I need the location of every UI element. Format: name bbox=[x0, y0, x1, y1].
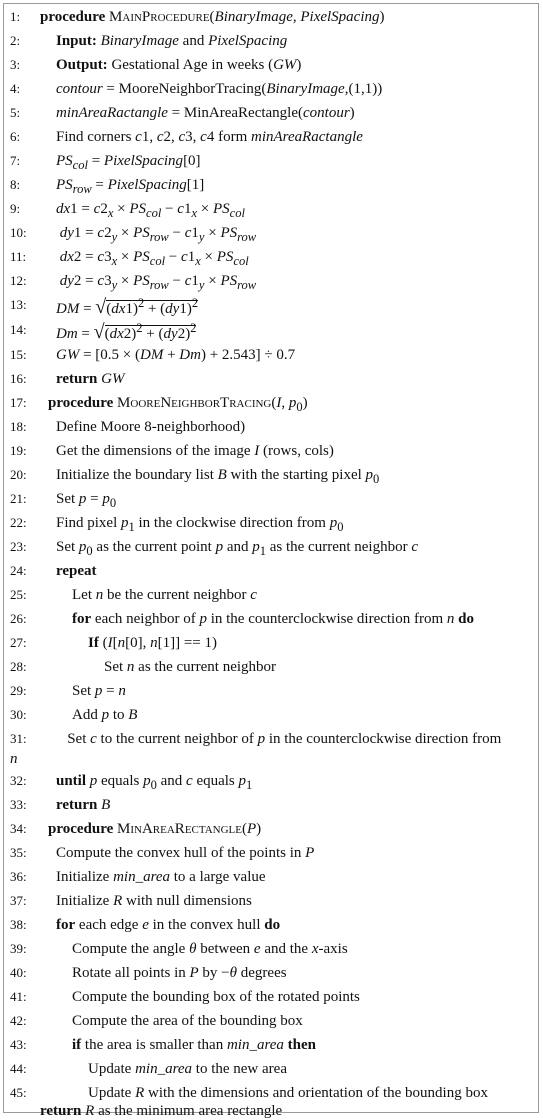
line-code: n bbox=[10, 751, 18, 767]
line-code: $dy2 = c3_y \times PS_{row} - c1_y \times PS_{row}$ bbox=[59, 273, 257, 292]
line-code: DM = $√(dx1)^2 + (dy1)^2$ bbox=[56, 296, 199, 318]
line-code: for each edge e in the convex hull do bbox=[56, 917, 281, 933]
line-number: 8: bbox=[10, 177, 21, 192]
line-code: Set $p = p_0$ bbox=[56, 491, 117, 510]
line-number: 6: bbox=[10, 129, 21, 144]
line-code: Let n be the current neighbor c bbox=[72, 587, 257, 603]
line-number: 12: bbox=[10, 273, 27, 288]
line-code: Initialize min_area to a large value bbox=[56, 869, 266, 885]
line-number: 33: bbox=[10, 797, 27, 812]
line-code: $dy1 = c2_y \times PS_{row} - c1_y \times PS_{row}$ bbox=[59, 225, 257, 244]
line-number: 35: bbox=[10, 845, 27, 860]
line-number: 4: bbox=[10, 81, 21, 96]
line-code: Initialize the boundary list B with the starting pixel $p_0$ bbox=[56, 467, 380, 486]
line-number: 41: bbox=[10, 989, 27, 1004]
line-code: contour = MooreNeighborTracing(BinaryImage,(1,1)) bbox=[56, 81, 383, 97]
line-number: 14: bbox=[10, 322, 27, 337]
line-code: $Dm = √(dx2)^2 + (dy2)^2$ bbox=[56, 321, 197, 343]
line-number: 32: bbox=[10, 773, 27, 788]
line-number: 10: bbox=[10, 225, 27, 240]
line-number: 36: bbox=[10, 869, 27, 884]
line-number: 2: bbox=[10, 33, 21, 48]
line-code: Compute the angle θ between e and the x-axis bbox=[72, 941, 348, 957]
algorithm-box bbox=[3, 3, 539, 1119]
line-code: Rotate all points in P by −θ degrees bbox=[72, 965, 287, 981]
line-number: 25: bbox=[10, 587, 27, 602]
line-number: 44: bbox=[10, 1061, 27, 1076]
line-code: if the area is smaller than min_area then bbox=[72, 1037, 316, 1053]
line-code: Define Moore 8-neighborhood) bbox=[56, 419, 246, 435]
line-number: 30: bbox=[10, 707, 27, 722]
line-number: 11: bbox=[10, 249, 27, 264]
line-code: until p equals $p_0$ and c equals $p_1$ bbox=[56, 773, 253, 792]
line-code: Set p = n bbox=[72, 683, 126, 699]
line-number: 7: bbox=[10, 153, 21, 168]
line-code: Set n as the current neighbor bbox=[104, 659, 277, 675]
line-code: repeat bbox=[56, 563, 97, 579]
line-number: 43: bbox=[10, 1037, 27, 1052]
line-code: Get the dimensions of the image I (rows, cols) bbox=[56, 443, 334, 459]
line-number: 19: bbox=[10, 443, 27, 458]
line-number: 26: bbox=[10, 611, 27, 626]
line-code: procedure MooreNeighborTracing(I, $p_0$) bbox=[48, 395, 308, 414]
line-code: GW = [0.5 × (DM + Dm) + 2.543] ÷ 0.7 bbox=[56, 347, 296, 363]
line-code: $dx2 = c3_x \times PS_{col} - c1_x \times PS_{col}$ bbox=[59, 249, 249, 268]
line-code: minAreaRactangle = MinAreaRectangle(contour) bbox=[56, 105, 355, 121]
line-number: 13: bbox=[10, 297, 27, 312]
line-number: 37: bbox=[10, 893, 27, 908]
line-number: 34: bbox=[10, 821, 27, 836]
line-number: 17: bbox=[10, 395, 27, 410]
line-number: 31: bbox=[10, 731, 27, 746]
line-code: If (I[n[0], n[1]] == 1) bbox=[88, 635, 217, 651]
line-number: 3: bbox=[10, 57, 21, 72]
line-code: Initialize R with null dimensions bbox=[56, 893, 252, 909]
line-number: 28: bbox=[10, 659, 27, 674]
line-number: 15: bbox=[10, 347, 27, 362]
line-code: $dx1 = c2_x \times PS_{col} - c1_x \times PS_{col}$ bbox=[56, 201, 245, 220]
line-code: Compute the bounding box of the rotated points bbox=[72, 989, 360, 1005]
line-code: Input: BinaryImage and PixelSpacing bbox=[56, 33, 288, 49]
line-code: Find pixel $p_1$ in the clockwise direction from $p_0$ bbox=[56, 515, 344, 534]
line-number: 27: bbox=[10, 635, 27, 650]
line-code: Output: Gestational Age in weeks (GW) bbox=[56, 57, 302, 73]
line-code: procedure MainProcedure(BinaryImage, PixelSpacing) bbox=[40, 9, 385, 25]
line-code: procedure MinAreaRectangle(P) bbox=[48, 821, 262, 837]
line-code: Update min_area to the new area bbox=[88, 1061, 287, 1077]
line-number: 45: bbox=[10, 1085, 27, 1100]
line-number: 42: bbox=[10, 1013, 27, 1028]
line-number: 39: bbox=[10, 941, 27, 956]
line-number: 18: bbox=[10, 419, 27, 434]
line-code: return B bbox=[56, 797, 111, 813]
line-number: 5: bbox=[10, 105, 21, 120]
line-number: 24: bbox=[10, 563, 27, 578]
line-code: Update R with the dimensions and orientation of the bounding box bbox=[88, 1085, 488, 1101]
line-code: $PS_{row}$ = PixelSpacing[1] bbox=[56, 177, 205, 196]
line-number: 40: bbox=[10, 965, 27, 980]
line-code: Compute the convex hull of the points in P bbox=[56, 845, 315, 861]
line-number: 1: bbox=[10, 9, 21, 24]
line-code: for each neighbor of p in the counterclockwise direction from n do bbox=[72, 611, 474, 627]
line-number: 29: bbox=[10, 683, 27, 698]
line-number: 21: bbox=[10, 491, 27, 506]
line-number: 23: bbox=[10, 539, 27, 554]
line-code: $PS_{col}$ = PixelSpacing[0] bbox=[56, 153, 201, 172]
line-code: return GW bbox=[56, 371, 125, 387]
line-code: Set $p_0$ as the current point p and $p_1$ as the current neighbor c bbox=[56, 539, 419, 558]
line-code: Compute the area of the bounding box bbox=[72, 1013, 303, 1029]
line-number: 38: bbox=[10, 917, 27, 932]
line-number: 9: bbox=[10, 201, 21, 216]
line-number: 22: bbox=[10, 515, 27, 530]
line-code: return R as the minimum area rectangle bbox=[40, 1103, 283, 1119]
line-code: Add p to B bbox=[72, 707, 138, 723]
line-code: Set c to the current neighbor of p in the counterclockwise direction from bbox=[67, 731, 502, 747]
line-number: 16: bbox=[10, 371, 27, 386]
line-code: Find corners c1, c2, c3, c4 form minAreaRactangle bbox=[56, 129, 363, 145]
line-number: 20: bbox=[10, 467, 27, 482]
